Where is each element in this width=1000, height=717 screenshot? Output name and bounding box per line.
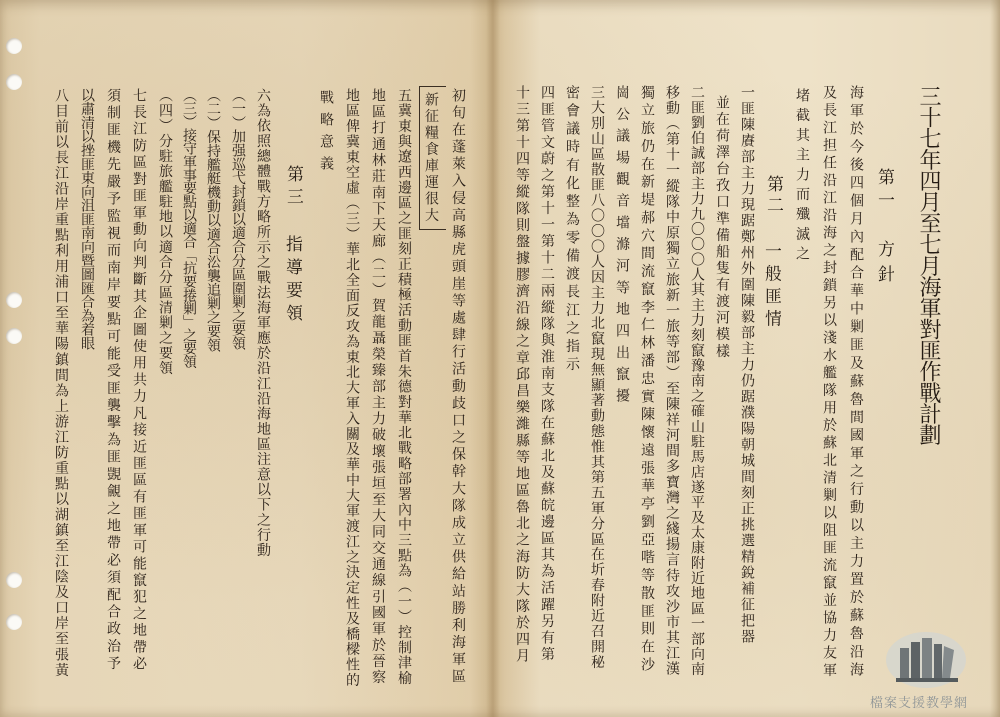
section-1-number: 第一 <box>874 168 894 214</box>
text-column: （二）保持艦艇機動以適合㳂襲追剿之要領 <box>205 88 221 352</box>
text-column: 戰略意義 <box>318 90 334 178</box>
text-column: 並在荷澤台孜口準備船隻有渡河模樣 <box>714 95 730 360</box>
watermark-text: 檔案支援教學網 <box>870 696 969 711</box>
binder-hole <box>6 38 22 54</box>
text-column: 一匪陳賡部主力現踞鄭州外圍陳毅部主力仍踞濮陽朝城間刻正挑選精銳補征把器 <box>739 85 755 645</box>
text-column: （三）接守軍事要點以適合「抗要捲剿」之要領 <box>181 88 197 368</box>
page-fold <box>486 0 500 717</box>
text-column: 海軍於今後四個月內配合華中剿匪及蘇魯間國軍之行動以主力置於蘇魯沿海 <box>848 85 864 680</box>
text-column: 地區打通林莊南下天廊（二）賀龍聶榮臻部主力破壞張垣至大同交通線引國軍於晉察 <box>370 88 386 686</box>
text-column: （一）加强巡弋封鎖以適合分區圍剿之要領 <box>230 88 246 350</box>
text-column: 地區俾冀東空虛（三）華北全面反攻為東北大軍入關及華中大軍渡江之決定性及橋樑性的 <box>344 88 360 688</box>
binder-hole <box>6 74 22 90</box>
text-column: 七長江防區對匪軍動向判斷其企圖使用共力凡接近匪區有匪軍可能竄犯之地帶必 <box>131 88 147 673</box>
section-3-heading: 指導要領 <box>282 235 302 327</box>
text-column: 八目前以長江沿岸重點利用浦口至華陽鎮間為上游江防重點以湖鎮至江陰及口岸至張黃 <box>53 88 69 678</box>
section-3-number: 第三 <box>283 165 303 210</box>
text-column: 二匪劉伯誠部主力九〇〇〇人其主力刻竄豫南之確山駐馬店遂平及太康附近地區一部向南 <box>689 85 705 677</box>
binder-hole <box>6 614 22 630</box>
text-column: 崗公議場觀音壋滌河等地四出竄擾 <box>614 85 630 410</box>
section-1-heading: 方針 <box>874 240 894 290</box>
binder-hole <box>6 328 22 344</box>
archive-books-icon <box>884 626 968 690</box>
binder-hole <box>6 572 22 588</box>
document-title: 三十七年四月至七月海軍對匪作戰計劃 <box>916 85 941 445</box>
section-2-heading: 一般匪情 <box>761 242 781 332</box>
text-column: 六為依照總體戰方略所示之戰法海軍應於沿江沿海地區注意以下之行動 <box>255 88 271 558</box>
text-column: 堵截其主力而殲滅之 <box>794 88 810 266</box>
text-column: 五冀東與遼西邊區之匪刻正積極活動匪首朱德對華北戰略部署內中三點為（一）控制津榆 <box>396 88 412 686</box>
section-2-number: 第二 <box>763 175 783 217</box>
text-column: 及長江担任沿江沿海之封鎖另以淺水艦隊用於蘇北清剿以阻匪流竄並協力友軍 <box>821 85 837 680</box>
binder-hole <box>6 292 22 308</box>
text-column: 獨立旅仍在新堤郝穴間流竄李仁林潘忠實陳懷遠張華亭劉亞喈等散匪則在沙 <box>639 85 655 675</box>
text-column: 以肅清以挫匪東向沮匪南向暨圖匯合為着眼 <box>79 88 95 350</box>
text-column: 三大別山區散匪八〇〇〇人因主力北竄現無顯著動態惟其第五軍分區在圻春附近召開秘 <box>589 85 605 670</box>
text-column: 四匪管文蔚之第十一第十二兩縱隊與淮南支隊在蘇北及蘇皖邊區其為活躍另有第 <box>539 85 555 663</box>
text-column: 須制匪機先嚴予監視而南岸要點可能受匪襲擊為匪覬覦之地帶必須配合政治予 <box>105 88 121 673</box>
text-column: 移動（第十一縱隊中原獨立旅新一旅等部）至陳祥河間多寶灣之綫揚言待攻沙市其江漢 <box>664 85 680 677</box>
text-column: （四）分駐旅艦駐地以適合分區清剿之要領 <box>157 88 173 376</box>
text-column: 密會議時有化整為零備渡長江之指示 <box>564 85 580 375</box>
text-column: 初旬在蓬萊入侵高縣虎頭崖等處肆行活動歧口之保幹大隊成立供給站勝利海軍區 <box>450 88 466 686</box>
text-column: 新征糧食庫運很大 <box>423 92 439 224</box>
text-column: 十三第十四等縱隊則盤據膠濟沿線之章邱昌樂濰縣等地區魯北之海防大隊於四月 <box>514 85 530 665</box>
